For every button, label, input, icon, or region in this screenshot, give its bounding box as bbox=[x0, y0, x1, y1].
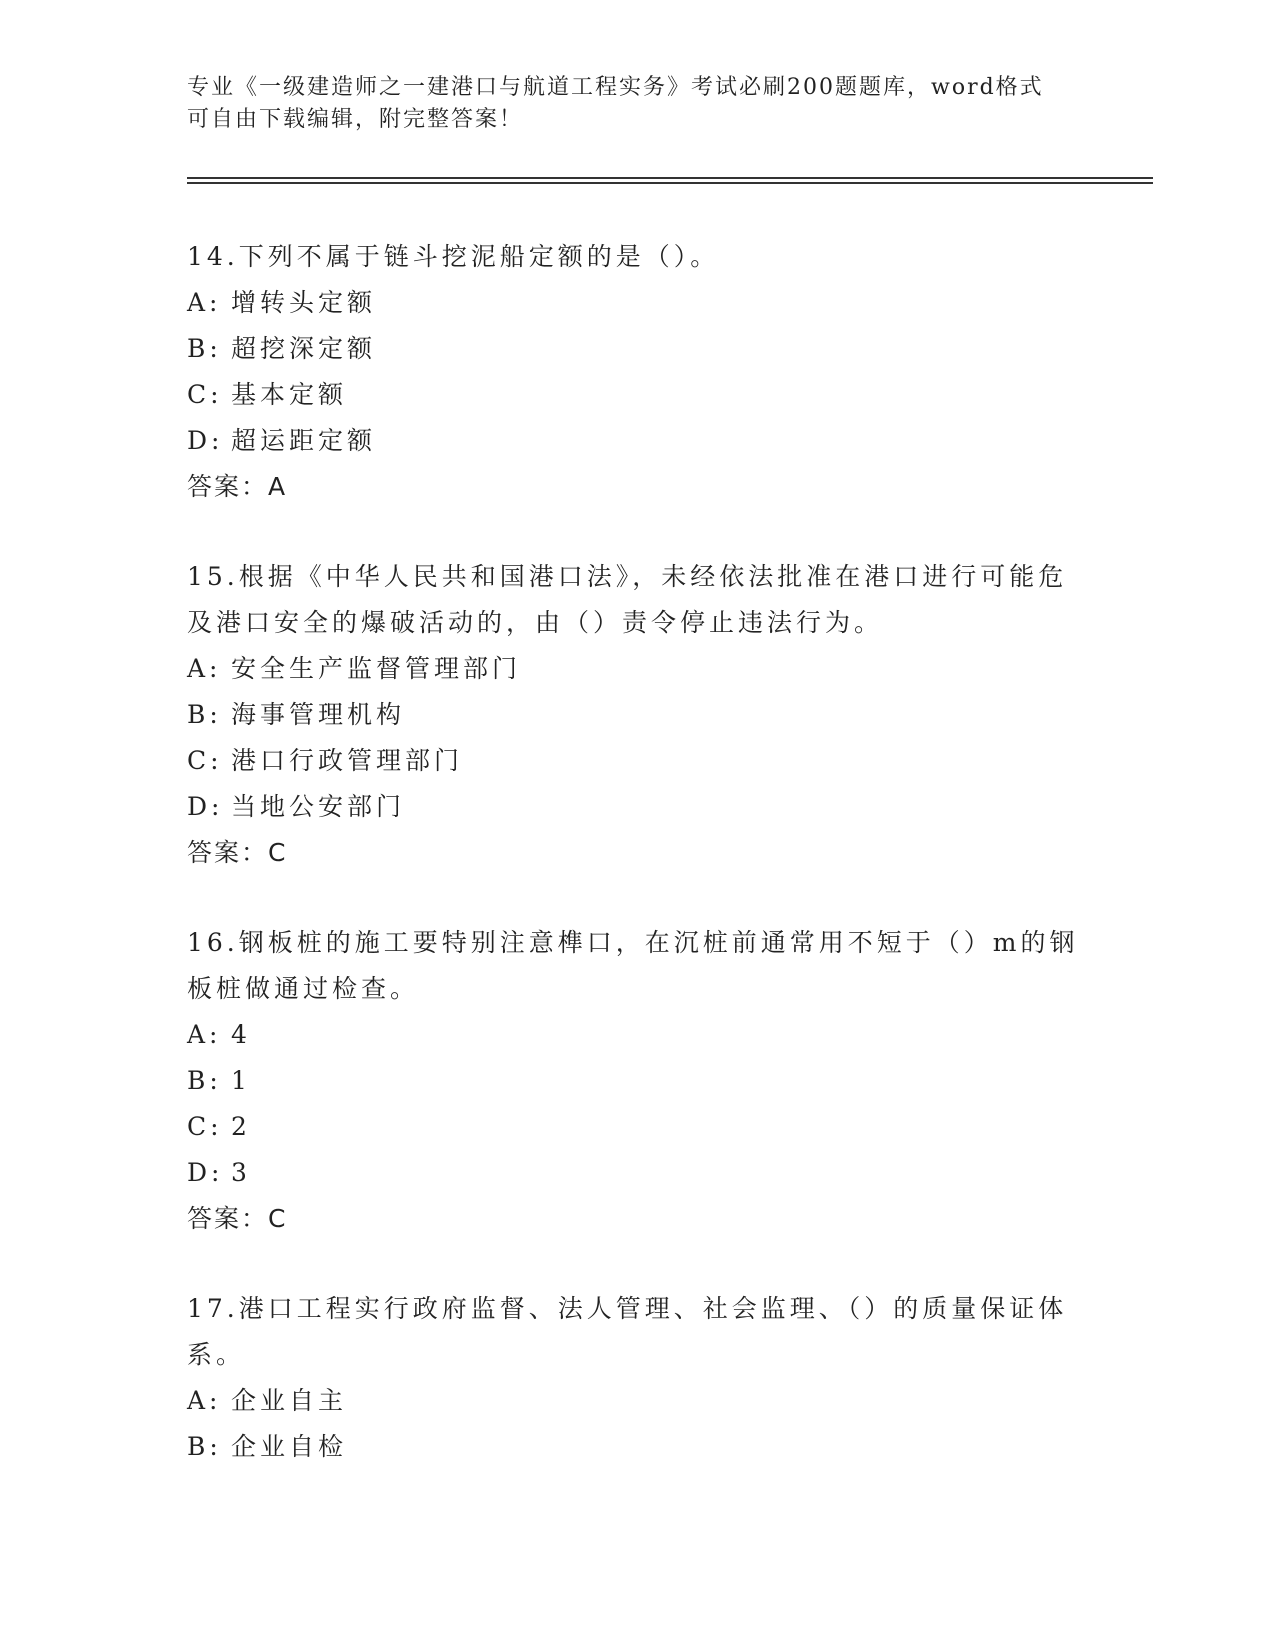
option-text: 海事管理机构 bbox=[231, 700, 406, 729]
option-a bbox=[187, 1378, 1087, 1424]
option-text: 增转头定额 bbox=[231, 288, 377, 317]
option-b bbox=[187, 1058, 1087, 1104]
option-b bbox=[187, 692, 1087, 738]
option-c bbox=[187, 1104, 1087, 1150]
option-text: 安全生产监督管理部门 bbox=[231, 654, 522, 683]
option-b bbox=[187, 1424, 1087, 1470]
question-16 bbox=[187, 920, 1087, 1242]
question-stem: 16.钢板桩的施工要特别注意榫口，在沉桩前通常用不短于（）m的钢板桩做通过检查。 bbox=[187, 928, 1079, 1003]
question-stem: 14.下列不属于链斗挖泥船定额的是（）。 bbox=[187, 242, 720, 271]
option-c bbox=[187, 738, 1087, 784]
question-list bbox=[187, 234, 1087, 1514]
option-letter: C: bbox=[187, 746, 223, 775]
option-letter: C: bbox=[187, 1112, 223, 1141]
option-text: 企业自检 bbox=[231, 1432, 348, 1461]
option-letter: B: bbox=[187, 334, 222, 363]
option-letter: D: bbox=[187, 426, 224, 455]
option-letter: B: bbox=[187, 700, 222, 729]
option-b bbox=[187, 326, 1087, 372]
option-letter: A: bbox=[187, 1020, 222, 1049]
answer-line: 答案：A bbox=[187, 472, 288, 501]
question-stem: 15.根据《中华人民共和国港口法》，未经依法批准在港口进行可能危及港口安全的爆破活动的，由（）责令停止违法行为。 bbox=[187, 562, 1068, 637]
option-a bbox=[187, 280, 1087, 326]
header-divider-top bbox=[187, 177, 1153, 179]
option-letter: A: bbox=[187, 1386, 222, 1415]
option-text: 港口行政管理部门 bbox=[231, 746, 464, 775]
option-text: 基本定额 bbox=[231, 380, 348, 409]
option-d bbox=[187, 784, 1087, 830]
answer-line: 答案：C bbox=[187, 1204, 288, 1233]
option-letter: D: bbox=[187, 1158, 224, 1187]
option-letter: B: bbox=[187, 1432, 222, 1461]
option-text: 超运距定额 bbox=[231, 426, 377, 455]
option-text: 超挖深定额 bbox=[231, 334, 377, 363]
option-d bbox=[187, 418, 1087, 464]
question-14 bbox=[187, 234, 1087, 510]
option-letter: A: bbox=[187, 654, 222, 683]
option-letter: B: bbox=[187, 1066, 222, 1095]
option-text: 1 bbox=[231, 1066, 251, 1095]
option-d bbox=[187, 1150, 1087, 1196]
option-letter: A: bbox=[187, 288, 222, 317]
answer-line: 答案：C bbox=[187, 838, 288, 867]
header-divider-bottom bbox=[187, 182, 1153, 184]
option-text: 企业自主 bbox=[231, 1386, 348, 1415]
option-text: 3 bbox=[231, 1158, 251, 1187]
option-text: 2 bbox=[231, 1112, 251, 1141]
question-15 bbox=[187, 554, 1087, 876]
option-c bbox=[187, 372, 1087, 418]
question-stem: 17.港口工程实行政府监督、法人管理、社会监理、（）的质量保证体系。 bbox=[187, 1294, 1068, 1369]
option-letter: C: bbox=[187, 380, 223, 409]
option-text: 4 bbox=[231, 1020, 251, 1049]
option-letter: D: bbox=[187, 792, 224, 821]
option-text: 当地公安部门 bbox=[231, 792, 406, 821]
option-a bbox=[187, 646, 1087, 692]
option-a bbox=[187, 1012, 1087, 1058]
question-17 bbox=[187, 1286, 1087, 1470]
document-header: 专业《一级建造师之一建港口与航道工程实务》考试必刷200题题库，word格式可自由下载编辑，附完整答案！ bbox=[187, 75, 1044, 132]
